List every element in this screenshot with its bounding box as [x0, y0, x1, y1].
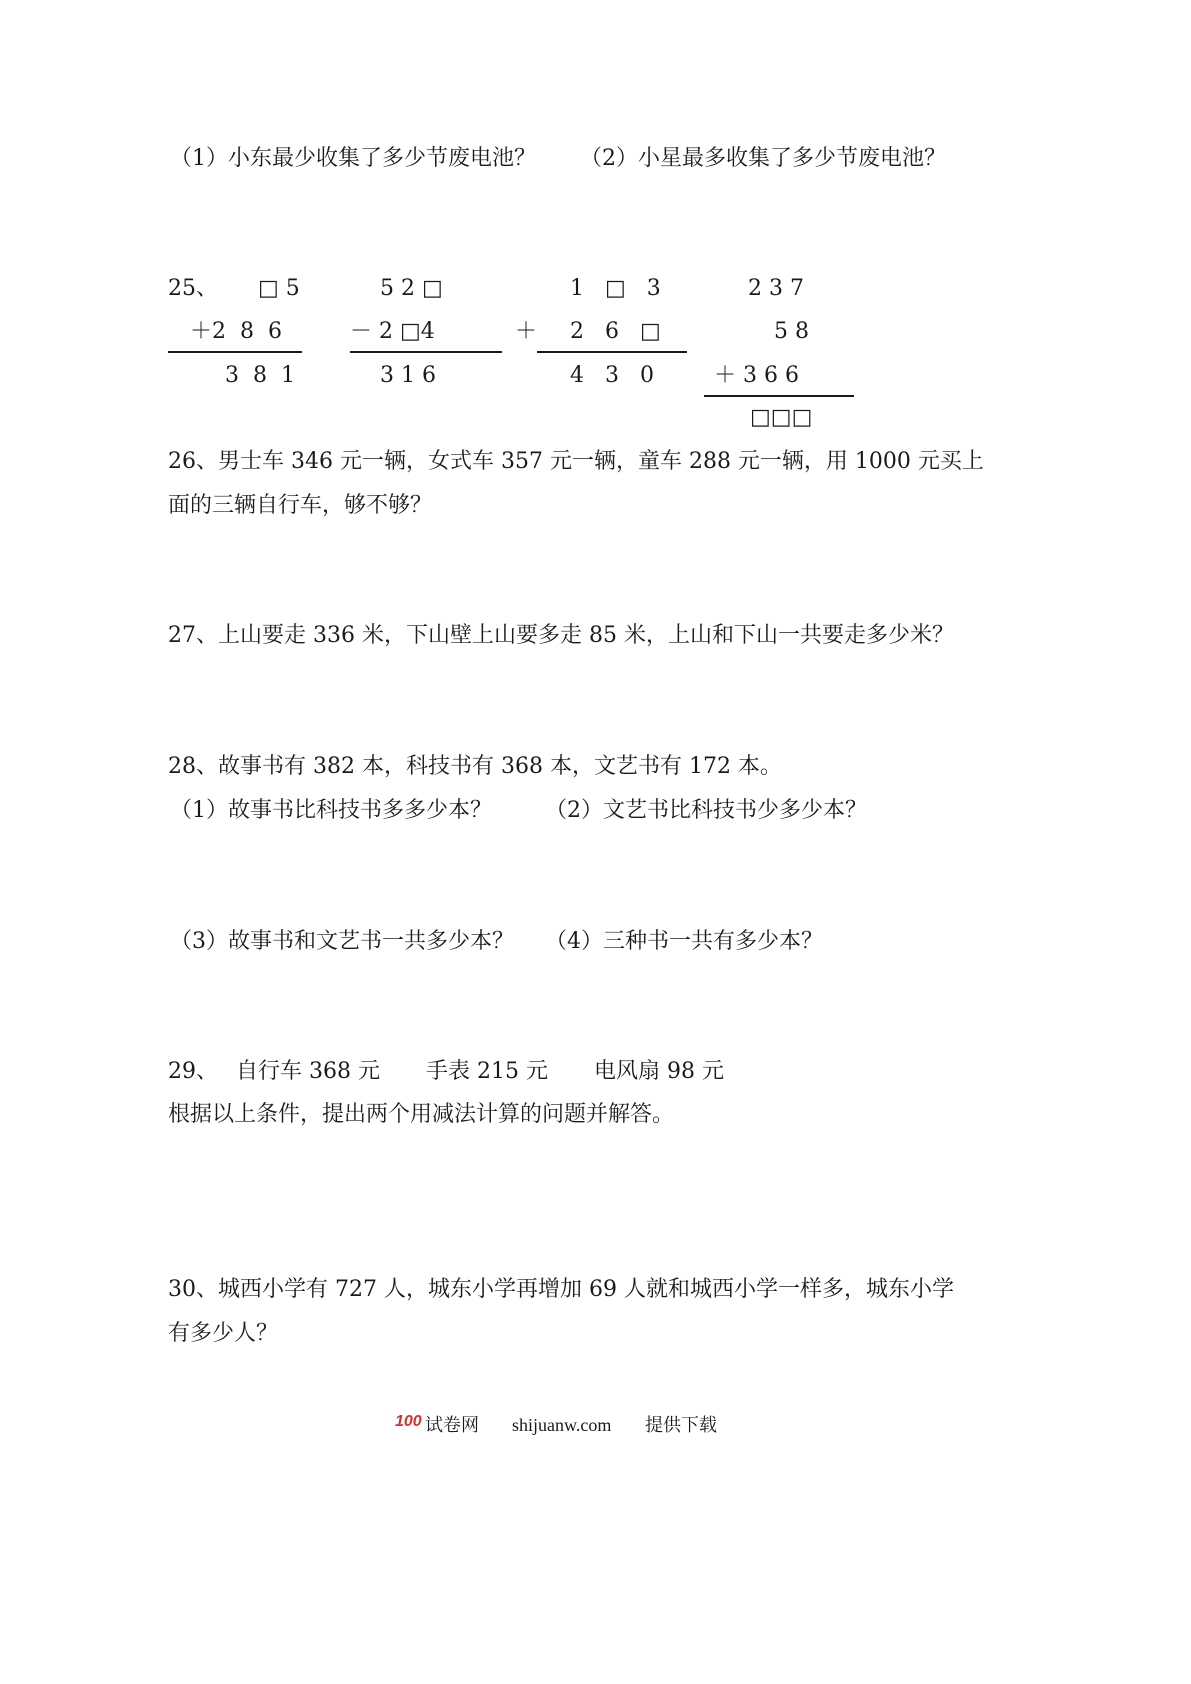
q25-label: 25、 — [168, 276, 218, 301]
footer-note: 提供下载 — [645, 1415, 717, 1435]
q25-p1-row1: □ 5 — [258, 276, 300, 301]
q29-item-watch: 手表 215 元 — [426, 1059, 548, 1084]
footer-site-link[interactable]: shijuanw.com — [512, 1415, 612, 1435]
q25-p1-result: 3 8 1 — [225, 363, 295, 388]
q28-sub4: （4）三种书一共有多少本？ — [545, 929, 823, 954]
q28-sub2: （2）文艺书比科技书少多少本？ — [545, 798, 867, 823]
q28-sub3: （3）故事书和文艺书一共多少本？ — [170, 929, 514, 954]
q29-instruction: 根据以上条件，提出两个用减法计算的问题并解答。 — [168, 1102, 675, 1127]
q25-p3-row2: 2 6 □ — [570, 319, 661, 344]
q26-line2: 面的三辆自行车，够不够？ — [168, 493, 433, 518]
q24-sub2: （2）小星最多收集了多少节废电池？ — [580, 146, 946, 171]
q25-p2-result: 3 1 6 — [380, 363, 436, 388]
footer-logo: 100 — [395, 1413, 422, 1430]
q30-line2: 有多少人？ — [168, 1321, 279, 1346]
q25-p2-row2: － 2 □4 — [350, 319, 435, 344]
q25-p3-plus-sign: ＋ — [515, 319, 538, 344]
q25-p2-row1: 5 2 □ — [380, 276, 443, 301]
q27-text: 27、上山要走 336 米，下山壁上山要多走 85 米，上山和下山一共要走多少米？ — [168, 623, 954, 648]
q29-item-bicycle: 自行车 368 元 — [236, 1059, 380, 1084]
q25-p2-rule — [350, 351, 502, 353]
q25-p1-rule — [168, 351, 302, 353]
q25-p1-row2: ＋2 8 6 — [190, 319, 282, 344]
q25-p3-row1: 1 □ 3 — [570, 276, 661, 301]
q25-p3-rule — [537, 351, 687, 353]
q25-p4-row2: 5 8 — [774, 319, 809, 344]
q25-p4-result: □□□ — [750, 405, 813, 430]
q25-p4-row1: 2 3 7 — [748, 276, 804, 301]
q25-p4-rule — [704, 395, 854, 397]
q29-item-fan: 电风扇 98 元 — [594, 1059, 724, 1084]
q30-line1: 30、城西小学有 727 人，城东小学再增加 69 人就和城西小学一样多，城东小学 — [168, 1277, 954, 1302]
q24-sub1: （1）小东最少收集了多少节废电池？ — [170, 146, 536, 171]
q29-label: 29、 — [168, 1059, 218, 1084]
q26-line1: 26、男士车 346 元一辆，女式车 357 元一辆，童车 288 元一辆，用 1000 元买上 — [168, 449, 984, 474]
q25-p3-result: 4 3 0 — [570, 363, 654, 388]
footer-brand: 试卷网 — [425, 1415, 479, 1435]
q25-p4-row3: ＋ 3 6 6 — [714, 363, 799, 388]
q28-stem: 28、故事书有 382 本，科技书有 368 本，文艺书有 172 本。 — [168, 754, 782, 779]
q28-sub1: （1）故事书比科技书多多少本？ — [170, 798, 492, 823]
